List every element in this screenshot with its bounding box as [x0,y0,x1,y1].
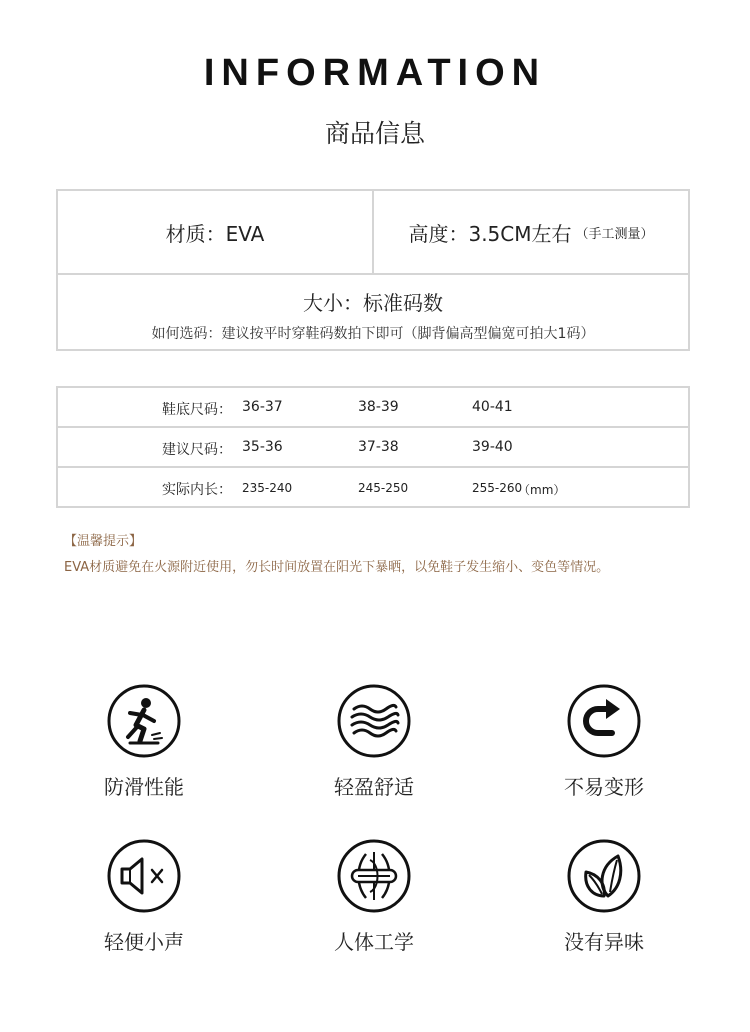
return-arrow-icon [566,683,642,759]
row-label: 实际内长： [162,482,232,498]
feature-label: 轻盈舒适 [334,775,414,799]
product-info-table [56,189,690,351]
height-note: （手工测量） [575,226,654,242]
feature-label: 人体工学 [334,930,414,954]
feature-ergonomic [294,838,454,955]
size-tip: 如何选码：建议按平时穿鞋码数拍下即可（脚背偏高型偏宽可拍大1码） [151,326,595,342]
ergonomic-icon [336,838,412,914]
feature-anti-deformation [524,683,684,800]
height-cell [374,191,688,273]
size-value: 37-38 [358,439,399,455]
unit-label: （mm） [518,483,566,497]
feature-anti-slip [64,683,224,800]
info-row-size [58,275,688,349]
table-row [58,388,688,428]
feature-label: 防滑性能 [104,775,184,799]
size-value: 35-36 [242,439,283,455]
info-row-material-height [58,191,688,275]
title-chinese: 商品信息 [324,119,425,148]
size-value: 39-40 [472,439,513,455]
feature-odorless [524,838,684,955]
size-value: 245-250 [358,481,409,495]
height-text: 高度：3.5CM左右 [408,221,572,246]
material-text: 材质：EVA [165,221,265,246]
lightweight-waves-icon [336,683,412,759]
leaf-icon [566,838,642,914]
table-row [58,428,688,468]
size-value: 235-240 [242,481,293,495]
feature-label: 没有异味 [564,930,644,954]
feature-label: 不易变形 [564,775,644,799]
feature-label: 轻便小声 [104,930,184,954]
material-cell [58,191,374,273]
table-row [58,468,688,506]
size-value: 38-39 [358,399,399,415]
row-label: 鞋底尺码： [162,402,232,418]
size-chart-table [56,386,690,508]
feature-quiet [64,838,224,955]
size-value: 40-41 [472,399,513,415]
size-value: 255-260 [472,481,523,495]
size-value: 36-37 [242,399,283,415]
notice-body: EVA材质避免在火源附近使用，勿长时间放置在阳光下暴晒，以免鞋子发生缩小、变色等情况。 [64,560,610,575]
feature-lightweight [294,683,454,800]
title-english: INFORMATION [203,52,547,94]
row-label: 建议尺码： [162,442,232,458]
mute-speaker-icon [106,838,182,914]
size-title: 大小：标准码数 [303,291,443,315]
anti-slip-icon [106,683,182,759]
notice-title: 【温馨提示】 [64,534,143,549]
